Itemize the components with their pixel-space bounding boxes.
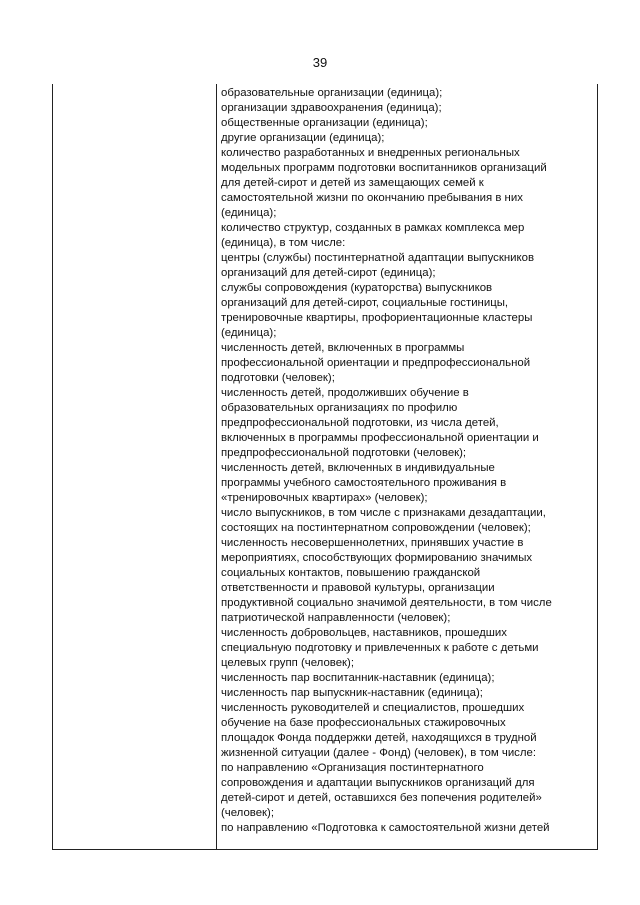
text-line: подготовки (человек); [221,372,335,384]
text-line: ответственности и правовой культуры, организации [221,582,495,594]
page-number: 39 [312,55,328,70]
text-line: сопровождения и адаптации выпускников организаций для [221,777,535,789]
text-line: численность пар воспитанник-наставник (единица); [221,672,495,684]
text-line: службы сопровождения (кураторства) выпускников [221,282,493,294]
text-line: специальную подготовку и привлеченных к работе с детьми [221,642,539,654]
text-line: обучение на базе профессиональных стажировочных [221,717,506,729]
text-line: мероприятиях, способствующих формированию значимых [221,552,533,564]
text-line: центры (службы) постинтернатной адаптации выпускников [221,252,534,264]
text-line: (единица); [221,207,277,219]
text-line: жизненной ситуации (далее - Фонд) (человек), в том числе: [221,747,537,759]
text-line: площадок Фонда поддержки детей, находящихся в трудной [221,732,537,744]
text-line: численность детей, продолживших обучение в [221,387,469,399]
text-line: программы учебного самостоятельного проживания в [221,477,507,489]
text-line: образовательные организации (единица); [221,87,443,99]
text-line: по направлению «Подготовка к самостоятельной жизни детей [221,822,550,834]
text-line: образовательных организациях по профилю [221,402,458,414]
text-line: включенных в программы профессиональной ориентации и [221,432,539,444]
text-line: численность пар выпускник-наставник (единица); [221,687,483,699]
text-line: предпрофессиональной подготовки (человек); [221,447,467,459]
text-line: профессиональной ориентации и предпрофессиональной [221,357,531,369]
text-line: численность добровольцев, наставников, прошедших [221,627,507,639]
text-line: (человек); [221,807,274,819]
text-line: (единица); [221,327,277,339]
text-line: численность детей, включенных в индивидуальные [221,462,495,474]
column-divider [216,84,217,849]
text-line: целевых групп (человек); [221,657,354,669]
text-line: другие организации (единица); [221,132,385,144]
text-line: организаций для детей-сирот, социальные гостиницы, [221,297,509,309]
text-line: для детей-сирот и детей из замещающих семей к [221,177,484,189]
text-line: (единица), в том числе: [221,237,346,249]
table-right-cell [221,86,597,848]
text-line: состоящих на постинтернатном сопровождении (человек); [221,522,531,534]
text-line: самостоятельной жизни по окончанию пребывания в них [221,192,523,204]
text-line: «тренировочных квартирах» (человек); [221,492,428,504]
text-line: социальных контактов, повышению гражданской [221,567,481,579]
text-line: количество структур, созданных в рамках комплекса мер [221,222,525,234]
text-line: количество разработанных и внедренных региональных [221,147,520,159]
text-line: численность несовершеннолетних, принявших участие в [221,537,524,549]
text-line: организации здравоохранения (единица); [221,102,442,114]
text-line: общественные организации (единица); [221,117,428,129]
table-left-cell [53,84,216,849]
text-line: тренировочные квартиры, профориентационные кластеры [221,312,533,324]
text-line: число выпускников, в том числе с признаками дезадаптации, [221,507,546,519]
text-line: численность детей, включенных в программы [221,342,465,354]
text-line: численность руководителей и специалистов, прошедших [221,702,525,714]
text-line: патриотической направленности (человек); [221,612,451,624]
text-line: модельных программ подготовки воспитанников организаций [221,162,547,174]
text-line: детей-сирот и детей, оставшихся без попечения родителей» [221,792,542,804]
text-line: предпрофессиональной подготовки, из числа детей, [221,417,499,429]
text-line: организаций для детей-сирот (единица); [221,267,436,279]
indicator-table [52,84,598,850]
text-line: продуктивной социально значимой деятельности, в том числе [221,597,552,609]
text-line: по направлению «Организация постинтернатного [221,762,484,774]
